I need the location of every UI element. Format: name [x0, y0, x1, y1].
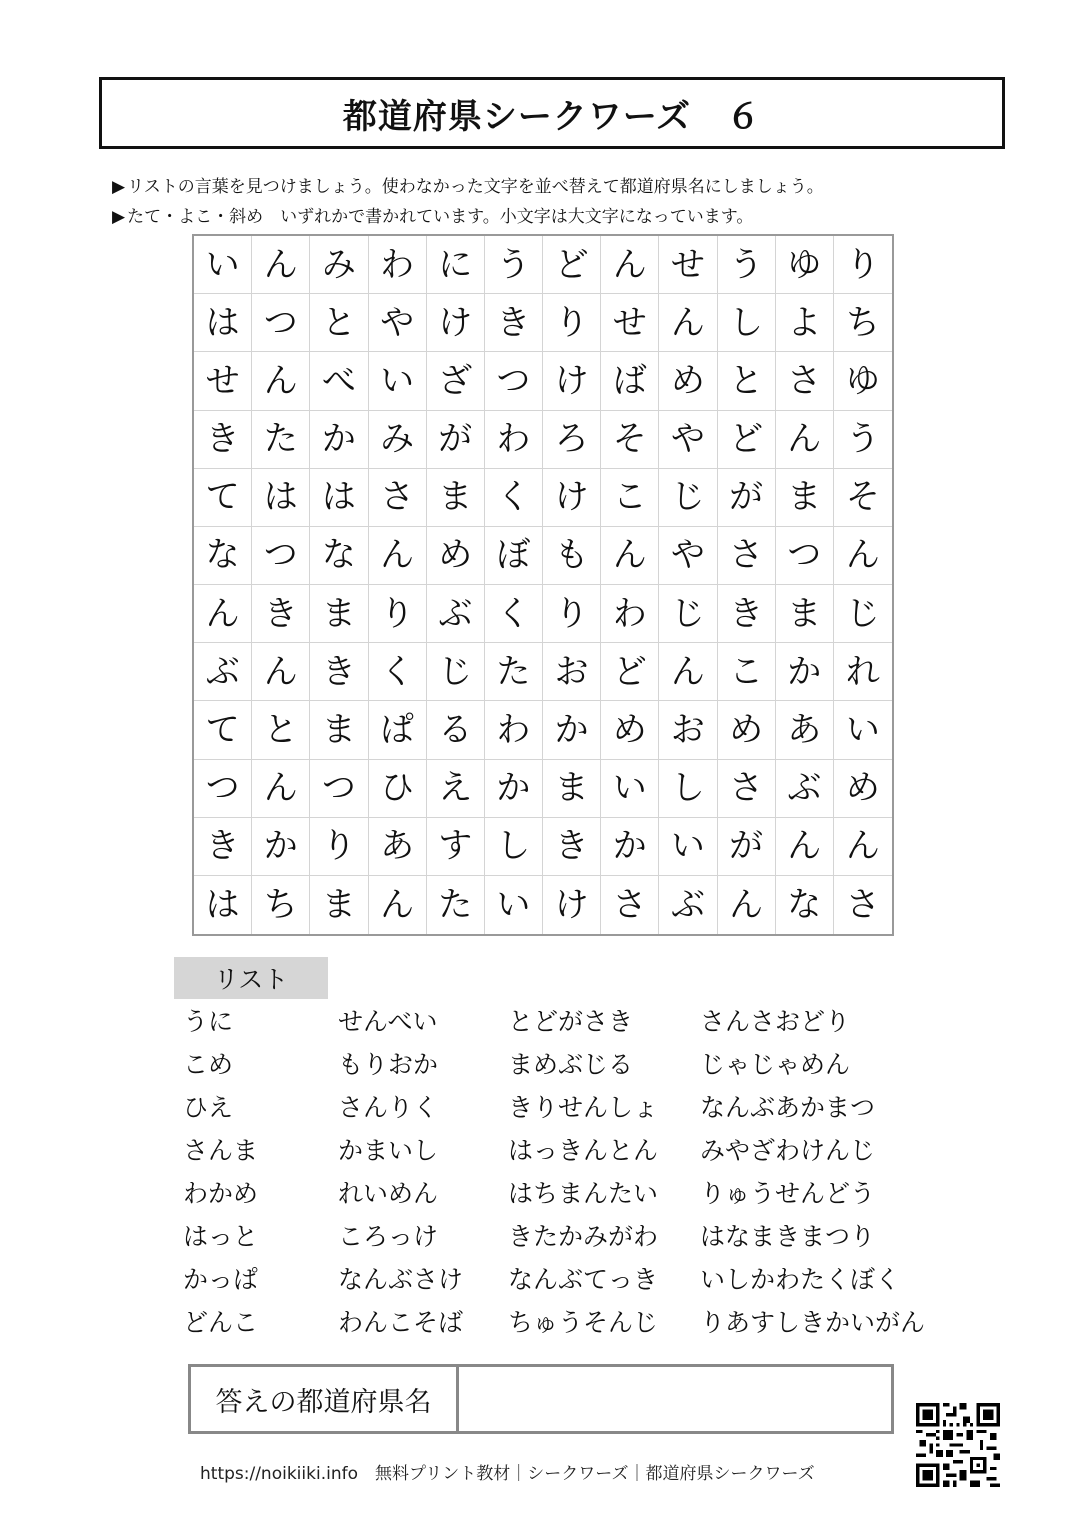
grid-cell: せ — [659, 236, 717, 294]
word-list-item: はなまきまつり — [700, 1222, 876, 1251]
grid-cell: け — [543, 876, 601, 934]
grid-cell: か — [485, 760, 543, 818]
grid-cell: う — [834, 411, 892, 469]
grid-cell: ん — [601, 236, 659, 294]
grid-cell: ん — [601, 527, 659, 585]
word-list-item: はちまんたい — [508, 1179, 659, 1208]
grid-cell: し — [659, 760, 717, 818]
grid-cell: い — [194, 236, 252, 294]
grid-cell: わ — [369, 236, 427, 294]
word-list-item: わかめ — [183, 1179, 259, 1208]
word-list-item: わんこそば — [338, 1308, 464, 1337]
grid-cell: と — [310, 294, 368, 352]
grid-cell: や — [369, 294, 427, 352]
word-list-item: かっぱ — [183, 1265, 259, 1294]
word-list-item: じゃじゃめん — [700, 1050, 851, 1079]
grid-cell: つ — [485, 352, 543, 410]
grid-cell: と — [252, 701, 310, 759]
word-list-item: みやざわけんじ — [700, 1136, 876, 1165]
grid-cell: ん — [252, 760, 310, 818]
grid-cell: さ — [845, 884, 880, 925]
grid-cell: ん — [252, 236, 310, 294]
word-list-item: はっきんとん — [508, 1136, 659, 1165]
grid-cell: き — [543, 818, 601, 876]
grid-cell: こ — [601, 469, 659, 527]
grid-cell: つ — [252, 527, 310, 585]
grid-cell: に — [427, 236, 485, 294]
grid-cell: ぶ — [427, 585, 485, 643]
grid-cell: ど — [718, 411, 776, 469]
word-list-item: さんま — [183, 1136, 259, 1165]
grid-cell: め — [834, 760, 892, 818]
grid-cell: く — [369, 643, 427, 701]
grid-cell: き — [310, 643, 368, 701]
grid-cell: た — [485, 643, 543, 701]
grid-cell: せ — [601, 294, 659, 352]
grid-cell: ま — [543, 760, 601, 818]
word-search-grid — [192, 234, 894, 936]
grid-cell: ん — [776, 818, 834, 876]
grid-cell: て — [194, 701, 252, 759]
grid-cell: せ — [194, 352, 252, 410]
grid-cell: ん — [659, 643, 717, 701]
word-list-item: かまいし — [338, 1136, 439, 1165]
instruction-1 — [112, 172, 824, 197]
grid-cell: わ — [485, 701, 543, 759]
grid-cell: く — [485, 469, 543, 527]
grid-cell: け — [427, 294, 485, 352]
word-list-item: とどがさき — [508, 1007, 634, 1036]
word-list-item: さんさおどり — [700, 1007, 851, 1036]
word-list-item: うに — [183, 1007, 234, 1036]
grid-cell: か — [543, 701, 601, 759]
grid-cell: ざ — [427, 352, 485, 410]
grid-cell: ろ — [543, 411, 601, 469]
answer-field[interactable] — [459, 1367, 891, 1431]
word-list-item: なんぶさけ — [338, 1265, 464, 1294]
grid-cell: つ — [252, 294, 310, 352]
grid-cell: あ — [776, 701, 834, 759]
answer-label: 答えの都道府県名 — [191, 1367, 459, 1431]
grid-cell: や — [659, 527, 717, 585]
grid-cell: た — [427, 876, 485, 934]
grid-cell: か — [776, 643, 834, 701]
grid-cell: う — [485, 236, 543, 294]
word-list-column-3 — [508, 1004, 658, 1348]
grid-cell: す — [427, 818, 485, 876]
grid-cell: ぱ — [369, 701, 427, 759]
grid-cell: お — [543, 643, 601, 701]
word-list-column-4 — [700, 1004, 925, 1348]
grid-cell: り — [834, 236, 892, 294]
grid-cell: り — [543, 294, 601, 352]
grid-cell: て — [194, 469, 252, 527]
grid-cell: ま — [310, 876, 368, 934]
word-list-item: なんぶあかまつ — [700, 1093, 876, 1122]
triangle-marker-icon: ▶ — [112, 177, 126, 197]
grid-cell: は — [194, 294, 252, 352]
grid-cell: う — [718, 236, 776, 294]
grid-cell: が — [718, 469, 776, 527]
grid-cell: ど — [601, 643, 659, 701]
grid-cell: さ — [718, 760, 776, 818]
grid-cell: え — [427, 760, 485, 818]
word-list-item: はっと — [183, 1222, 259, 1251]
grid-cell: こ — [718, 643, 776, 701]
grid-cell: が — [718, 818, 776, 876]
grid-cell: が — [427, 411, 485, 469]
grid-cell: め — [427, 527, 485, 585]
word-list-item: もりおか — [338, 1050, 439, 1079]
word-list-item: りあすしきかいがん — [700, 1308, 926, 1337]
grid-cell: か — [310, 411, 368, 469]
grid-cell: じ — [834, 585, 892, 643]
grid-cell: ま — [427, 469, 485, 527]
grid-cell: い — [834, 701, 892, 759]
grid-cell: さ — [369, 469, 427, 527]
grid-cell: ん — [834, 527, 892, 585]
grid-cell: ん — [834, 818, 892, 876]
grid-cell: そ — [601, 411, 659, 469]
grid-cell: き — [485, 294, 543, 352]
grid-cell: ち — [834, 294, 892, 352]
grid-cell: み — [369, 411, 427, 469]
grid-cell: じ — [659, 585, 717, 643]
grid-cell: ぶ — [659, 876, 717, 934]
grid-cell: ゆ — [776, 236, 834, 294]
word-list-item: れいめん — [338, 1179, 439, 1208]
word-list-column-2 — [338, 1004, 463, 1348]
grid-cell: り — [543, 585, 601, 643]
title-box — [99, 77, 1005, 149]
grid-cell: お — [659, 701, 717, 759]
word-list-item: ちゅうそんじ — [508, 1308, 659, 1337]
grid-cell: ん — [252, 643, 310, 701]
grid-cell: け — [543, 352, 601, 410]
grid-cell: わ — [485, 411, 543, 469]
grid-cell: ぶ — [194, 643, 252, 701]
grid-cell: ん — [776, 411, 834, 469]
footer-text: https://noikiiki.info 無料プリント教材｜シークワーズ｜都道府県シークワーズ — [200, 1464, 815, 1484]
grid-cell: め — [718, 701, 776, 759]
grid-cell: か — [601, 818, 659, 876]
grid-cell: ひ — [369, 760, 427, 818]
grid-cell: な — [194, 527, 252, 585]
word-list-item: いしかわたくぼく — [700, 1265, 901, 1294]
grid-cell: め — [601, 701, 659, 759]
instruction-text: リストの言葉を見つけましょう。使わなかった文字を並べ替えて都道府県名にしましょう。 — [127, 177, 824, 197]
word-list-item: どんこ — [183, 1308, 259, 1337]
page-title: 都道府県シークワーズ ６ — [342, 96, 762, 137]
grid-cell: な — [776, 876, 834, 934]
word-list-header: リスト — [174, 957, 328, 999]
grid-cell: つ — [776, 527, 834, 585]
grid-cell: い — [601, 760, 659, 818]
grid-cell: し — [485, 818, 543, 876]
grid-cell: ん — [252, 352, 310, 410]
grid-cell: よ — [776, 294, 834, 352]
grid-cell: は — [194, 876, 252, 934]
grid-cell: ち — [252, 876, 310, 934]
grid-cell: さ — [718, 527, 776, 585]
grid-cell: め — [659, 352, 717, 410]
grid-cell: く — [485, 585, 543, 643]
grid-cell: そ — [834, 469, 892, 527]
grid-cell: き — [252, 585, 310, 643]
grid-cell: は — [252, 469, 310, 527]
grid-cell: ま — [310, 701, 368, 759]
grid-cell: ど — [543, 236, 601, 294]
word-list-item: ころっけ — [338, 1222, 439, 1251]
qr-code-icon — [916, 1403, 1000, 1487]
grid-cell: も — [543, 527, 601, 585]
grid-cell: り — [369, 585, 427, 643]
grid-cell: じ — [427, 643, 485, 701]
grid-cell: ま — [310, 585, 368, 643]
word-list-item: まめぶじる — [508, 1050, 634, 1079]
grid-cell: し — [718, 294, 776, 352]
grid-cell: じ — [659, 469, 717, 527]
grid-cell: き — [194, 411, 252, 469]
word-list-item: せんべい — [338, 1007, 438, 1036]
grid-cell: ぶ — [776, 760, 834, 818]
grid-cell: み — [310, 236, 368, 294]
instruction-2 — [112, 202, 753, 227]
grid-cell: ん — [194, 585, 252, 643]
word-list-item: きりせんしょ — [508, 1093, 659, 1122]
answer-box — [188, 1364, 894, 1434]
grid-cell: き — [194, 818, 252, 876]
grid-cell: ば — [601, 352, 659, 410]
grid-cell: け — [543, 469, 601, 527]
grid-cell: ゆ — [834, 352, 892, 410]
grid-cell: ん — [369, 527, 427, 585]
instruction-text: たて・よこ・斜め いずれかで書かれています。小文字は大文字になっています。 — [127, 207, 754, 227]
triangle-marker-icon: ▶ — [112, 207, 126, 227]
word-list-item: さんりく — [338, 1093, 439, 1122]
word-list-item: こめ — [183, 1050, 234, 1079]
grid-cell: ま — [776, 585, 834, 643]
grid-cell: わ — [601, 585, 659, 643]
grid-cell: さ — [601, 876, 659, 934]
grid-cell: い — [485, 876, 543, 934]
grid-cell: る — [427, 701, 485, 759]
grid-cell: は — [310, 469, 368, 527]
grid-cell: べ — [310, 352, 368, 410]
grid-cell: ま — [776, 469, 834, 527]
word-list-item: ひえ — [183, 1093, 234, 1122]
grid-cell: ん — [659, 294, 717, 352]
grid-cell: り — [310, 818, 368, 876]
grid-cell: な — [310, 527, 368, 585]
grid-cell: と — [718, 352, 776, 410]
word-list-item: なんぶてっき — [508, 1265, 659, 1294]
word-list-item: きたかみがわ — [508, 1222, 659, 1251]
grid-cell: つ — [310, 760, 368, 818]
word-list-column-1 — [183, 1004, 258, 1348]
word-list-item: りゅうせんどう — [700, 1179, 876, 1208]
grid-cell: き — [718, 585, 776, 643]
grid-cell: つ — [194, 760, 252, 818]
grid-cell: た — [252, 411, 310, 469]
grid-cell: い — [659, 818, 717, 876]
grid-cell: あ — [369, 818, 427, 876]
grid-cell: さ — [776, 352, 834, 410]
grid-cell: い — [369, 352, 427, 410]
grid-cell: ん — [369, 876, 427, 934]
grid-cell: ぼ — [485, 527, 543, 585]
grid-cell: れ — [834, 643, 892, 701]
grid-cell: か — [252, 818, 310, 876]
grid-cell: や — [659, 411, 717, 469]
grid-cell: ん — [718, 876, 776, 934]
